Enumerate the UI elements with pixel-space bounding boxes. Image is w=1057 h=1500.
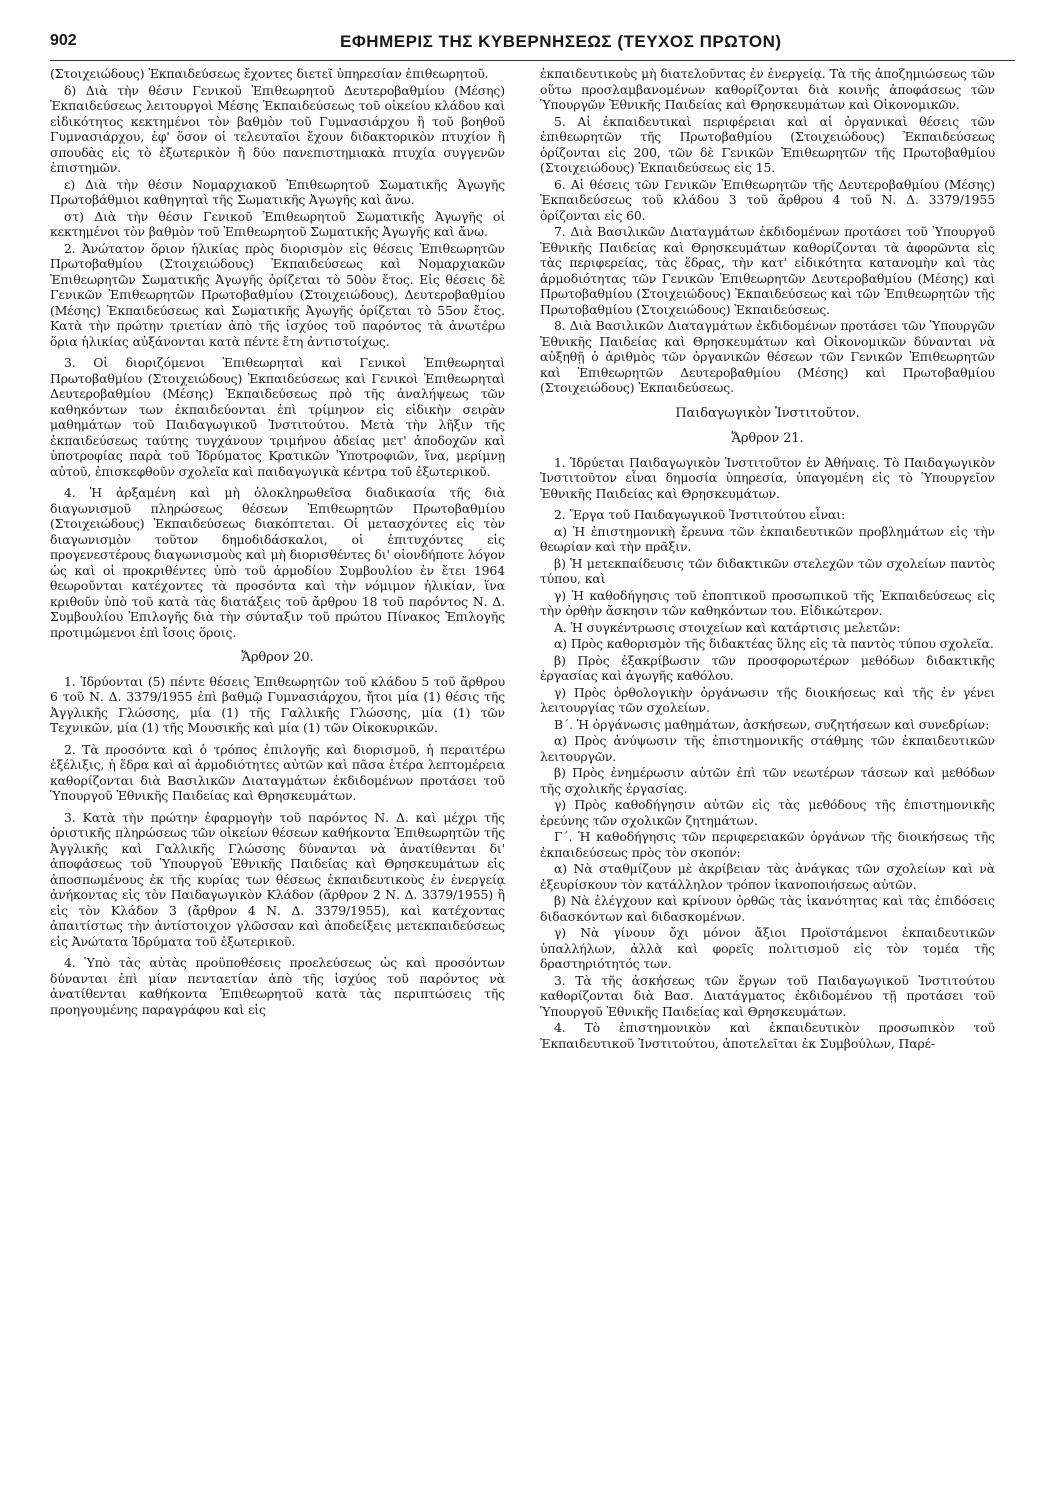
paragraph: Α. Ἡ συγκέντρωσις στοιχείων καὶ κατάρτισις μελετῶν: [554, 619, 901, 635]
article-heading: Ἄρθρον 20. [241, 650, 314, 665]
page-number: 902 [50, 32, 77, 49]
paragraph: 2. Ἀνώτατον ὅριον ἡλικίας πρὸς διορισμὸν εἰς θέσεις Ἐπιθεωρητῶν Πρωτοβαθμίου (Στοιχειώδους) Ἐκπαιδεύσεως καὶ Νομαρχιακῶν Ἐπιθεωρητῶν Σωματικῆς Ἀγωγῆς ὁρίζεται τὸ 50ὸν ἔτος. Εἰς θέσεις δὲ Γενικῶν Ἐπιθεωρητῶν Πρωτοβαθμίου (Στοιχειώδους), Δευτεροβαθμίου (Μέσης) Ἐκπαιδεύσεως καὶ Σωματικῆς Ἀγωγῆς ὁρίζεται τὸ 55ον ἔτος. Κατὰ τὴν πρώτην τριετίαν ἀπὸ τῆς ἰσχύος τοῦ παρόντος τὰ ἀνωτέρω ὅρια ἡλικίας αὐξάνονται κατὰ πέντε ἔτη ἀντιστοίχως. [50, 240, 505, 349]
list-item: γ) Πρὸς ὀρθολογικὴν ὀργάνωσιν τῆς διοικήσεως καὶ τῆς ἐν γένει λειτουργίας τῶν σχολείων. [540, 684, 995, 715]
paragraph: στ) Διὰ τὴν θέσιν Γενικοῦ Ἐπιθεωρητοῦ Σωματικῆς Ἀγωγῆς οἱ κεκτημένοι τὸν βαθμὸν τοῦ Ἐπιθεωρητοῦ Σωματικῆς Ἀγωγῆς καὶ ἄνω. [50, 208, 505, 239]
list-item: γ) Πρὸς καθοδήγησιν αὐτῶν εἰς τὰς μεθόδους τῆς ἐπιστημονικῆς ἐρεύνης τῶν σχολικῶν ζητημάτων. [540, 797, 995, 828]
right-column [540, 66, 995, 1052]
list-item: β) Νὰ ἐλέγχουν καὶ κρίνουν ὀρθῶς τὰς ἱκανότητας καὶ τὰς ἐπιδόσεις διδασκόντων καὶ διδασκομένων. [540, 893, 995, 924]
header-rule [50, 60, 1015, 61]
paragraph: (Στοιχειώδους) Ἐκπαιδεύσεως ἔχοντες διετεῖ ὑπηρεσίαν ἐπιθεωρητοῦ. [50, 66, 489, 81]
gazette-title: ΕΦΗΜΕΡΙΣ ΤΗΣ ΚΥΒΕΡΝΗΣΕΩΣ (ΤΕΥΧΟΣ ΠΡΩΤΟΝ) [340, 32, 782, 51]
left-column [50, 66, 505, 1018]
paragraph: 4. Τὸ ἐπιστημονικὸν καὶ ἐκπαιδευτικὸν προσωπικὸν τοῦ Ἐκπαιδευτικοῦ Ἰνστιτούτου, ἀποτελεῖται ἐκ Συμβούλων, Παρέ- [540, 1020, 995, 1051]
paragraph: 6. Αἱ θέσεις τῶν Γενικῶν Ἐπιθεωρητῶν τῆς Δευτεροβαθμίου (Μέσης) Ἐκπαιδεύσεως τοῦ κλάδου 3 τοῦ ἄρθρου 4 τοῦ Ν. Δ. 3379/1955 ὁρίζονται εἰς 60. [540, 176, 995, 223]
list-item: γ) Ἡ καθοδήγησις τοῦ ἐποπτικοῦ προσωπικοῦ τῆς Ἐκπαιδεύσεως εἰς τὴν ὀρθὴν ἄσκησιν τῶν καθηκόντων του. Εἰδικώτερον. [540, 587, 995, 618]
paragraph: 1. Ἱδρύονται (5) πέντε θέσεις Ἐπιθεωρητῶν τοῦ κλάδου 5 τοῦ ἄρθρου 6 τοῦ Ν. Δ. 3379/1955 ἐπὶ βαθμῷ Γυμνασιάρχου, ἤτοι μία (1) θέσις τῆς Ἀγγλικῆς Γλώσσης, μία (1) τῆς Γαλλικῆς Γλώσσης, μία (1) τῶν Τεχνικῶν, μία (1) τῆς Μουσικῆς καὶ μία (1) τῶν Οἰκοκυρικῶν. [50, 673, 505, 735]
paragraph: 8. Διὰ Βασιλικῶν Διαταγμάτων ἐκδιδομένων προτάσει τῶν Ὑπουργῶν Ἐθνικῆς Παιδείας καὶ Θρησκευμάτων καὶ Οἰκονομικῶν δύνανται νὰ αὐξηθῇ ὁ ἀριθμὸς τῶν ὀργανικῶν θέσεων τῶν Γενικῶν Ἐπιθεωρητῶν καὶ Ἐπιθεωρητῶν Δευτεροβαθμίου (Μέσης) καὶ Πρωτοβαθμίου (Στοιχειώδους) Ἐκπαιδεύσεως. [540, 318, 995, 395]
paragraph: δ) Διὰ τὴν θέσιν Γενικοῦ Ἐπιθεωρητοῦ Δευτεροβαθμίου (Μέσης) Ἐκπαιδεύσεως λειτουργοὶ Μέσης Ἐκπαιδεύσεως τοῦ οἰκείου κλάδου καὶ εἰδικότητος κεκτημένοι τὸν βαθμὸν τοῦ Γυμνασιάρχου ἢ τοῦ βοηθοῦ Γυμνασιάρχου, ἐφ' ὅσον οἱ τελευταῖοι ἔχουν διδακτορικὸν πτυχίον ἢ σπουδὰς εἰς τὸ ἐξωτερικὸν ἢ δύο πανεπιστημιακὰ πτυχία συγγενῶν ἐπιστημῶν. [50, 82, 505, 175]
paragraph: 4. Ἡ ἀρξαμένη καὶ μὴ ὁλοκληρωθεῖσα διαδικασία τῆς διὰ διαγωνισμοῦ πληρώσεως θέσεων Ἐπιθεωρητῶν Πρωτοβαθμίου (Στοιχειώδους) Ἐκπαιδεύσεως διακόπτεται. Οἱ μετασχόντες εἰς τὸν διαγωνισμὸν τοῦτον δημοδιδάσκαλοι, οἱ ἐπιτυχόντες εἰς προγενεστέρους διαγωνισμοὺς καὶ μὴ διορισθέντες δι' οἱονδήποτε λόγον ὡς καὶ οἱ προκριθέντες ὑπὸ τοῦ ἁρμοδίου Συμβουλίου ἐν ἔτει 1964 θεωροῦνται κατέχοντες τὰ προσόντα καὶ τὴν νόμιμον ἡλικίαν, ἵνα κριθοῦν ὑπὸ τοῦ κατὰ τὰς διατάξεις τοῦ ἄρθρου 18 τοῦ παρόντος Ν. Δ. Συμβουλίου Ἐπιλογῆς διὰ τὴν σύνταξιν τοῦ πρώτου Πίνακος Ἐπιλογῆς προτιμώμενοι ἐπὶ ἴσοις ὅροις. [50, 485, 505, 640]
paragraph: 3. Τὰ τῆς ἀσκήσεως τῶν ἔργων τοῦ Παιδαγωγικοῦ Ἰνστιτούτου καθορίζονται διὰ Βασ. Διατάγματος ἐκδιδομένου τῇ προτάσει τοῦ Ὑπουργοῦ Ἐθνικῆς Παιδείας καὶ Θρησκευμάτων. [540, 972, 995, 1019]
article-heading: Ἄρθρον 21. [731, 431, 804, 446]
paragraph: 2. Τὰ προσόντα καὶ ὁ τρόπος ἐπιλογῆς καὶ διορισμοῦ, ἡ περαιτέρω ἐξέλιξις, ἡ ἕδρα καὶ αἱ ἁρμοδιότητες αὐτῶν καὶ πᾶσα ἑτέρα λεπτομέρεια καθορίζονται διὰ Βασιλικῶν Διαταγμάτων ἐκδιδομένων προτάσει τοῦ Ὑπουργοῦ Ἐθνικῆς Παιδείας καὶ Θρησκευμάτων. [50, 741, 505, 803]
paragraph: 1. Ἱδρύεται Παιδαγωγικὸν Ἰνστιτοῦτον ἐν Ἀθήναις. Τὸ Παιδαγωγικὸν Ἰνστιτοῦτον εἶναι δημοσία ὑπηρεσία, ὑπαγομένη εἰς τὸ Ὑπουργεῖον Ἐθνικῆς Παιδείας καὶ Θρησκευμάτων. [540, 454, 995, 501]
paragraph: 2. Ἔργα τοῦ Παιδαγωγικοῦ Ἰνστιτούτου εἶναι: [554, 507, 846, 522]
paragraph: 5. Αἱ ἐκπαιδευτικαὶ περιφέρειαι καὶ αἱ ὀργανικαὶ θέσεις τῶν ἐπιθεωρητῶν τῆς Πρωτοβαθμίου (Στοιχειώδους) Ἐκπαιδεύσεως ὁρίζονται εἰς 200, τῶν δὲ Γενικῶν Ἐπιθεωρητῶν τῆς Πρωτοβαθμίου (Στοιχειώδους) Ἐκπαιδεύσεως εἰς 15. [540, 113, 995, 175]
list-item: α) Νὰ σταθμίζουν μὲ ἀκρίβειαν τὰς ἀνάγκας τῶν σχολείων καὶ νὰ ἐξευρίσκουν τὸν κατάλληλον τρόπον ἱκανοποιήσεως αὐτῶν. [540, 861, 995, 892]
paragraph: 3. Κατὰ τὴν πρώτην ἐφαρμογὴν τοῦ παρόντος Ν. Δ. καὶ μέχρι τῆς ὁριστικῆς πληρώσεως τῶν οἰκείων θέσεων καθήκοντα Ἐπιθεωρητῶν τῆς Ἀγγλικῆς καὶ Γαλλικῆς Γλώσσης δύνανται νὰ ἀνατίθενται δι' ἀποφάσεως τοῦ Ὑπουργοῦ Ἐθνικῆς Παιδείας καὶ Θρησκευμάτων εἰς ἀποσπωμένους ἐκ τῆς κυρίας των θέσεως ἐκπαιδευτικοὺς ἐν ἐνεργείᾳ ἀνήκοντας εἰς τὸν Παιδαγωγικὸν Κλάδον (ἄρθρον 2 Ν. Δ. 3379/1955) ἢ εἰς τὸν Κλάδον 3 (ἄρθρον 4 Ν. Δ. 3379/1955), καὶ κατέχοντας ἀπαιτίστως τὴν ἀντίστοιχον γλῶσσαν καὶ ἀποδείξεις μετεκπαιδεύσεως εἰς Ἀνώτατα Ἱδρύματα τοῦ ἐξωτερικοῦ. [50, 809, 505, 949]
paragraph: 7. Διὰ Βασιλικῶν Διαταγμάτων ἐκδιδομένων προτάσει τοῦ Ὑπουργοῦ Ἐθνικῆς Παιδείας καὶ Θρησκευμάτων καθορίζονται τὰ ἀφορῶντα εἰς τὰς περιφερείας, τὰς ἕδρας, τὴν κατ' εἰδικότητα κατανομὴν καὶ τὰς ἁρμοδιότητας τῶν Γενικῶν Ἐπιθεωρητῶν Δευτεροβαθμίου (Μέσης) καὶ Πρωτοβαθμίου (Στοιχειώδους) Ἐκπαιδεύσεως καὶ τῶν Ἐπιθεωρητῶν τῆς Πρωτοβαθμίου (Στοιχειώδους) Ἐκπαιδεύσεως. [540, 224, 995, 317]
paragraph: Γ΄. Ἡ καθοδήγησις τῶν περιφερειακῶν ὀργάνων τῆς διοικήσεως τῆς ἐκπαιδεύσεως πρὸς τὸν σκοπόν: [540, 829, 995, 860]
paragraph: Β΄. Ἡ ὀργάνωσις μαθημάτων, ἀσκήσεων, συζητήσεων καὶ συνεδρίων: [554, 716, 990, 732]
list-item: γ) Νὰ γίνουν ὄχι μόνον ἄξιοι Προϊστάμενοι ἐκπαιδευτικῶν ὑπαλλήλων, ἀλλὰ καὶ φορεῖς πολιτισμοῦ εἰς τὸν τομέα τῆς δραστηριότητός των. [540, 925, 995, 971]
list-item: β) Πρὸς ἐνημέρωσιν αὐτῶν ἐπὶ τῶν νεωτέρων τάσεων καὶ μεθόδων τῆς σχολικῆς ἐργασίας. [540, 765, 995, 796]
paragraph: ἐκπαιδευτικοὺς μὴ διατελοῦντας ἐν ἐνεργείᾳ. Τὰ τῆς ἀποζημιώσεως τῶν οὕτω προσλαμβανομένων καθορίζονται διὰ κοινῆς ἀποφάσεως τῶν Ὑπουργῶν Ἐθνικῆς Παιδείας καὶ Θρησκευμάτων καὶ Οἰκονομικῶν. [540, 66, 995, 112]
list-item: β) Ἡ μετεκπαίδευσις τῶν διδακτικῶν στελεχῶν τῶν σχολείων παντὸς τύπου, καὶ [540, 555, 995, 586]
list-item: α) Πρὸς καθορισμὸν τῆς διδακτέας ὕλης εἰς τὰ παντὸς τύπου σχολεῖα. [554, 636, 994, 651]
paragraph: ε) Διὰ τὴν θέσιν Νομαρχιακοῦ Ἐπιθεωρητοῦ Σωματικῆς Ἀγωγῆς Πρωτοβάθμιοι καθηγηταὶ τῆς Σωματικῆς Ἀγωγῆς καὶ ἄνω. [50, 176, 505, 207]
paragraph: 4. Ὑπὸ τὰς αὐτὰς προϋποθέσεις προελεύσεως ὡς καὶ προσόντων δύνανται ἐπὶ μίαν πενταετίαν ἀπὸ τῆς ἰσχύος τοῦ παρόντος νὰ ἀνατίθενται καθήκοντα Ἐπιθεωρητοῦ κατὰ τὰς περιπτώσεις τῆς προηγουμένης παραγράφου καὶ εἰς [50, 955, 505, 1017]
list-item: α) Ἡ ἐπιστημονικὴ ἔρευνα τῶν ἐκπαιδευτικῶν προβλημάτων εἰς τὴν θεωρίαν καὶ τὴν πρᾶξιν. [540, 523, 995, 554]
page-header [50, 32, 1015, 58]
list-item: α) Πρὸς ἀνύψωσιν τῆς ἐπιστημονικῆς στάθμης τῶν ἐκπαιδευτικῶν λειτουργῶν. [540, 733, 995, 764]
section-heading: Παιδαγωγικὸν Ἰνστιτοῦτον. [675, 405, 860, 421]
paragraph: 3. Οἱ διοριζόμενοι Ἐπιθεωρηταὶ καὶ Γενικοὶ Ἐπιθεωρηταὶ Πρωτοβαθμίου (Στοιχειώδους) Ἐκπαιδεύσεως καὶ Γενικοὶ Ἐπιθεωρηταὶ Δευτεροβαθμίου (Μέσης) Ἐκπαιδεύσεως πρὸ τῆς ἀναλήψεως τῶν καθηκόντων των ἐκπαιδεύονται ἐπὶ τρίμηνον εἰς εἰδικὴν σειρὰν μαθημάτων τοῦ Παιδαγωγικοῦ Ἰνστιτούτου. Μετὰ τὴν λῆξιν τῆς ἐκπαιδεύσεως ταύτης τυγχάνουν τριμήνου ἀδείας μετ' ἀποδοχῶν καὶ ὑποτροφίας παρὰ τοῦ Ἱδρύματος Κρατικῶν Ὑποτροφιῶν, ἵνα, μερίμνῃ αὐτοῦ, ἐπισκεφθοῦν σχολεῖα καὶ παιδαγωγικὰ κέντρα τοῦ ἐξωτερικοῦ. [50, 355, 505, 479]
list-item: β) Πρὸς ἐξακρίβωσιν τῶν προσφορωτέρων μεθόδων διδακτικῆς ἐργασίας καὶ ἀγωγῆς καθόλου. [540, 652, 995, 683]
